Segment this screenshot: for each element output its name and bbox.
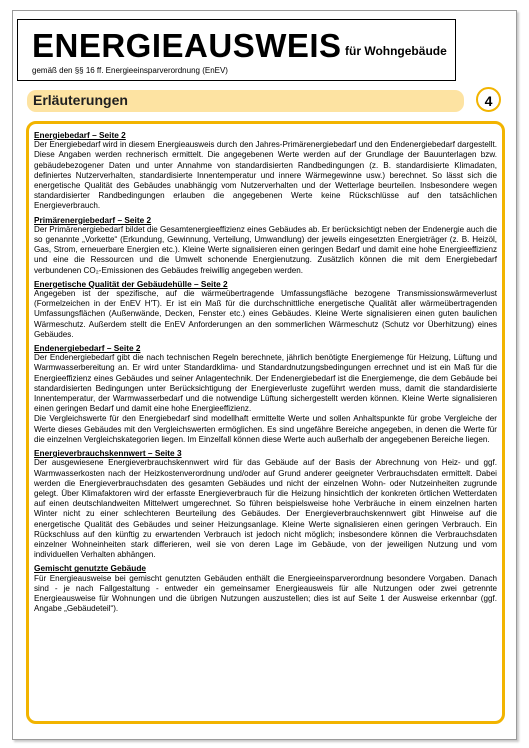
section-verbrauchskennwert <box>34 448 497 560</box>
section-heading: Energieverbrauchskennwert – Seite 3 <box>34 448 182 459</box>
section-paragraph: Der Energiebedarf wird in diesem Energieausweis durch den Jahres-Primärenergiebedarf und den Endenergiebedarf dargestellt. Diese Angaben werden rechnerisch ermittelt. Die angegebenen Werte werden auf der Grundlage der Bauunterlagen bzw. gebäudebezogener Daten und unter Annahme von standardisierten Randbedingungen (z. B. standardisierte Klimadaten, definiertes Nutzerverhalten, standardisierte Innentemperatur und innere Wärmegewinne usw.) berechnet. So lässt sich die energetische Qualität des Gebäudes unabhängig vom Nutzerverhalten und der Wetterlage beurteilen. Insbesondere wegen standardisierter Randbedingungen erlauben die angegebenen Werte keine Rückschlüsse auf den tatsächlichen Energieverbrauch. <box>34 140 497 211</box>
section-heading: Gemischt genutzte Gebäude <box>34 563 147 574</box>
section-energiebedarf <box>34 130 497 212</box>
title-box <box>17 19 456 81</box>
section-paragraph: Für Energieausweise bei gemischt genutzten Gebäuden enthält die Energieeinsparverordnung besondere Vorgaben. Danach sind - je nach Fallgestaltung - entweder ein gemeinsamer Energieausweis für alle Nutzungen oder zwei getrennte Energieausweise für Wohnungen und die übrigen Nutzungen auszustellen; dies ist auf Seite 1 der Ausweise erkennbar (ggf. Angabe „Gebäudeteil“). <box>34 573 497 614</box>
section-heading: Endenergiebedarf – Seite 2 <box>34 343 141 354</box>
page-number-badge: 4 <box>476 87 501 112</box>
section-paragraph: Der ausgewiesene Energieverbrauchskennwert wird für das Gebäude auf der Basis der Abrechnung von Heiz- und ggf. Warmwasserkosten nach der Heizkostenverordnung und/oder auf Grund anderer geeigneter Verbrauchsdaten ermittelt. Dabei werden die Energieverbrauchsdaten des gesamten Gebäudes und nicht der einzelnen Wohn- oder Nutzeinheiten zugrunde gelegt. Über Klimafaktoren wird der erfasste Energieverbrauch für die Heizung hinsichtlich der konkreten örtlichen Wetterdaten auf einen deutschlandweiten Mittelwert umgerechnet. So führen beispielsweise hohe Verbräuche in einem einzelnen harten Winter nicht zu einer schlechteren Beurteilung des Gebäudes. Der Energieverbrauchskennwert gibt Hinweise auf die energetische Qualität des Gebäudes und seiner Heizungsanlage. Kleine Werte signalisieren einen geringen Verbrauch. Ein Rückschluss auf den künftig zu erwartenden Verbrauch ist jedoch nicht möglich; insbesondere können die Verbrauchsdaten einzelner Wohneinheiten stark differieren, weil sie von deren Lage im Gebäude, von der jeweiligen Nutzung und vom individuellen Verhalten abhängen. <box>34 458 497 560</box>
section-paragraph: Der Primärenergiebedarf bildet die Gesamtenergieeffizienz eines Gebäudes ab. Er berücksichtigt neben der Endenergie auch die so genannte „Vorkette“ (Erkundung, Gewinnung, Verteilung, Umwandlung) der jeweils eingesetzten Energieträger (z. B. Heizöl, Gas, Strom, erneuerbare Energien etc.). Kleine Werte signalisieren einen geringen Bedarf und damit eine hohe Energieeffizienz und eine die Ressourcen und die Umwelt schonende Energienutzung. Zusätzlich können die mit dem Energiebedarf verbundenen CO₂-Emissionen des Gebäudes freiwillig angegeben werden. <box>34 224 497 275</box>
section-heading: Energiebedarf – Seite 2 <box>34 130 126 140</box>
document-subtitle: für Wohngebäude <box>345 44 447 58</box>
section-title: Erläuterungen <box>33 92 128 108</box>
section-paragraph: Die Vergleichswerte für den Energiebedarf sind modellhaft ermittelte Werte und sollen Anhaltspunkte für grobe Vergleiche der Werte dieses Gebäudes mit den Vergleichswerten ermöglichen. Es sind ungefähre Bereiche angegeben, in denen die Werte für die einzelnen Vergleichskategorien liegen. Im Einzelfall können diese Werte auch außerhalb der angegebenen Bereiche liegen. <box>34 414 497 444</box>
section-gemischt-genutzt <box>34 563 497 614</box>
law-reference: gemäß den §§ 16 ff. Energieeinsparverordnung (EnEV) <box>32 66 228 75</box>
section-paragraph: Der Endenergiebedarf gibt die nach technischen Regeln berechnete, jährlich benötigte Energiemenge für Heizung, Lüftung und Warmwasserbereitung an. Er wird unter Standardklima- und Standardnutzungsbedingungen errechnet und ist ein Maß für die Energieeffizienz eines Gebäudes und seiner Anlagentechnik. Der Endenergiebedarf ist die Energiemenge, die dem Gebäude bei standardisierten Bedingungen unter Berücksichtigung der Energieverluste zugeführt werden muss, damit die standardisierte Innentemperatur, der Warmwasserbedarf und die notwendige Lüftung sichergestellt werden können. Kleine Werte signalisieren einen geringen Bedarf und damit eine hohe Energieeffizienz. <box>34 353 497 414</box>
section-heading: Primärenergiebedarf – Seite 2 <box>34 214 152 225</box>
section-paragraph: Angegeben ist der spezifische, auf die wärmeübertragende Umfassungsfläche bezogene Transmissionswärmeverlust (Formelzeichen in der EnEV H'T). Er ist ein Maß für die durchschnittliche energetische Qualität aller wärmeübertragenden Umfassungsflächen (Außenwände, Decken, Fenster etc.) eines Gebäudes. Kleine Werte signalisieren einen guten baulichen Wärmeschutz. Außerdem stellt die EnEV Anforderungen an den sommerlichen Wärmeschutz (Schutz vor Überhitzung) eines Gebäudes. <box>34 289 497 339</box>
section-endenergiebedarf <box>34 343 497 445</box>
section-primaerenergiebedarf <box>34 215 497 276</box>
document-title: ENERGIEAUSWEIS <box>32 27 342 64</box>
section-header-bar <box>27 90 464 112</box>
section-heading: Energetische Qualität der Gebäudehülle – Seite 2 <box>34 278 228 289</box>
section-gebaeudehuelle <box>34 279 497 340</box>
explanations-box <box>26 121 505 724</box>
